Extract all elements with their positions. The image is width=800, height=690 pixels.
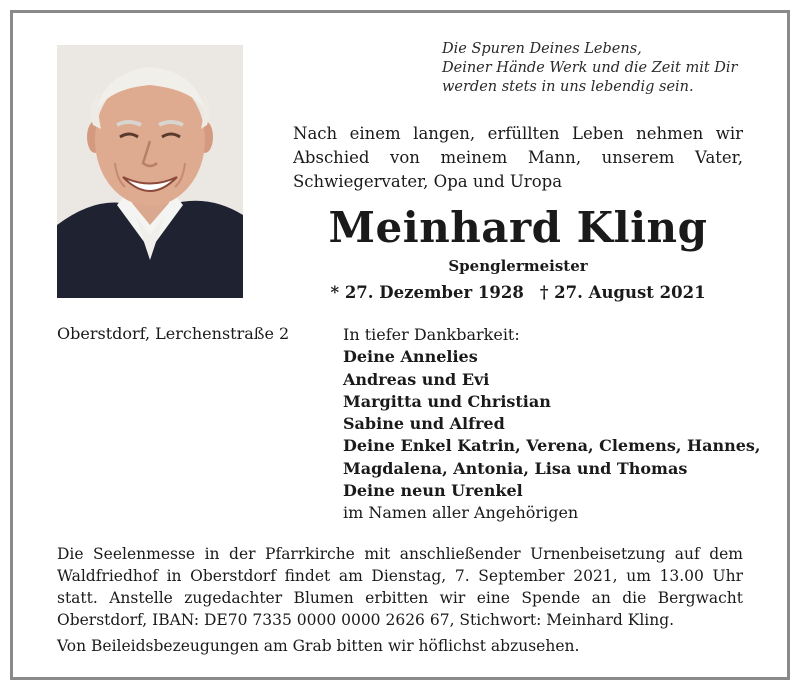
service-line: statt. Anstelle zugedachter Blumen erbitten wir eine Spende an die Bergwacht: [57, 589, 743, 607]
mourner-entry: Deine neun Urenkel: [343, 481, 523, 501]
service-line: Oberstdorf, IBAN: DE70 7335 0000 0000 2626 67, Stichwort: Meinhard Kling.: [57, 611, 675, 629]
birth-date: * 27. Dezember 1928: [330, 283, 524, 302]
mourner-entry: Margitta und Christian: [343, 391, 551, 411]
mourners-footer: im Namen aller Angehörigen: [343, 503, 579, 523]
mourner-entry: Deine Annelies: [343, 347, 478, 367]
service-line: Die Seelenmesse in der Pfarrkirche mit anschließender Urnenbeisetzung auf dem: [57, 545, 743, 563]
deceased-profession: Spenglermeister: [448, 257, 588, 275]
mourner-entry: Deine Enkel Katrin, Verena, Clemens, Hannes,: [343, 436, 761, 456]
quote-line: Die Spuren Deines Lebens,: [442, 41, 642, 57]
portrait-illustration: [57, 45, 243, 298]
closing-note: Von Beileidsbezeugungen am Grab bitten wir höflichst abzusehen.: [57, 637, 580, 655]
deceased-name: Meinhard Kling: [328, 203, 708, 252]
family-address: Oberstdorf, Lerchenstraße 2: [57, 324, 290, 343]
mourner-entry: Magdalena, Antonia, Lisa und Thomas: [343, 458, 688, 478]
quote-line: werden stets in uns lebendig sein.: [442, 79, 694, 95]
intro-text: [293, 122, 743, 194]
death-date: † 27. August 2021: [539, 283, 706, 302]
quote-line: Deiner Hände Werk und die Zeit mit Dir: [442, 60, 738, 76]
mourner-entry: Sabine und Alfred: [343, 414, 505, 434]
memorial-quote: [442, 40, 737, 97]
service-info: [57, 543, 743, 631]
portrait-photo: [57, 45, 243, 298]
mourner-entry: Andreas und Evi: [343, 369, 490, 389]
mourners-heading: In tiefer Dankbarkeit:: [343, 325, 520, 344]
mourners-list: [343, 324, 760, 525]
intro-line: Abschied von meinem Mann, unserem Vater,: [293, 148, 743, 167]
service-line: Waldfriedhof in Oberstdorf findet am Dienstag, 7. September 2021, um 13.00 Uhr: [57, 567, 743, 585]
intro-line: Nach einem langen, erfüllten Leben nehmen wir: [293, 124, 743, 143]
life-dates: [293, 283, 743, 302]
intro-line: Schwiegervater, Opa und Uropa: [293, 172, 563, 191]
